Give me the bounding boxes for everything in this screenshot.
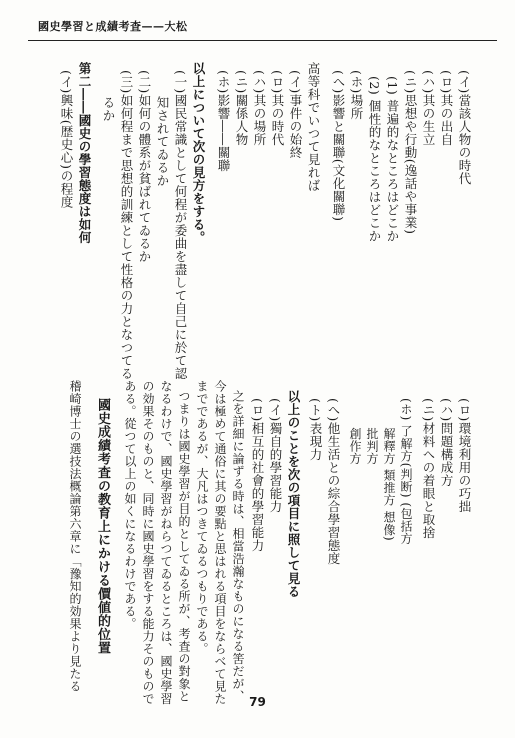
text-column: (イ)興味(歴史心)の程度 [59, 70, 74, 209]
text-column: (ロ)其の時代 [270, 70, 285, 146]
text-column: (二)如何の體系が貧ばれてゐるか [137, 70, 152, 263]
text-column: の効果そのものと、同時に國史學習をする能力そのもので [141, 380, 155, 705]
section-heading: 國史成績考査の教育上にかける價値的位置 [95, 398, 110, 655]
text-column: 知されてゐるか [155, 70, 170, 187]
text-column: (ロ)環境利用の巧拙 [457, 398, 472, 513]
text-column: (へ)影響と關聯(文化關聯) [331, 70, 346, 222]
text-column: ある。從つて以上の如くになるわけである。 [123, 380, 137, 630]
text-column: (ロ)其の出自 [439, 70, 454, 146]
text-column: (へ)他生活との綜合學習態度 [326, 398, 341, 565]
text-column: (ハ)問題構成方 [439, 398, 454, 487]
text-column: (1) 普遍的なところはどこか [385, 76, 400, 243]
text-column: 稽崎博士の選技法概論第六章に「豫知的効果より見たる [68, 380, 82, 693]
text-column: 解釋方 類推方 想像) [382, 398, 396, 542]
text-column: (ハ)其の生立 [421, 70, 436, 146]
text-column: (ホ) 了解方(判断) (包括方 [399, 398, 413, 546]
header-rule [28, 40, 497, 41]
text-column: (ト)表現力 [308, 398, 323, 461]
text-column: るか [101, 70, 116, 122]
text-column: 批判方 [365, 398, 379, 465]
text-column: (ニ)材料への着眼と取捨 [421, 398, 436, 539]
page-number: 79 [249, 695, 266, 709]
text-column: までであるが、大凡はつきてゐるつもりである。 [195, 380, 209, 655]
text-column: (ハ)其の場所 [252, 70, 267, 146]
text-column: (ニ)關係人物 [234, 70, 249, 146]
text-column: 以上について次の見方をする。 [191, 62, 206, 244]
text-column: (三)如何程まで思想的訓練として性格の力となつてる [119, 70, 134, 380]
text-column: 今は極めて通俗に其の要點と思はれる項目をならべて見た [213, 380, 227, 705]
text-column: (ホ)影響――關聯 [216, 70, 231, 172]
text-column: (一)國民常識として何程が委曲を盡して自己に於て認 [173, 70, 188, 380]
text-column: (ロ)相互的社會的學習能力 [250, 398, 265, 552]
running-head [0, 15, 515, 45]
text-column: (2) 個性的なところはどこか [367, 76, 382, 243]
text-column: (イ)獨自的學習能力 [268, 398, 283, 513]
text-column: (ニ)思想や行動(逸話や事業) [403, 70, 418, 235]
text-column: (イ)當該人物の時代 [457, 70, 472, 185]
text-column: 高等科でいつて見れば [306, 62, 321, 192]
text-column: (ホ)場所 [349, 70, 364, 120]
text-column: 以上のことを次の項目に照して見る [286, 390, 301, 598]
text-column: 創作方 [348, 398, 362, 465]
text-column: なるわけで、國史學習がねらつてゐるところは、國史學習 [159, 380, 173, 705]
text-column: 之を詳細に論ずる時は、相當浩瀚なものになる筈だが、 [231, 390, 245, 703]
text-column: (イ)事件の始終 [288, 70, 303, 159]
text-column: 第二――國史の學習態度は如何 [77, 62, 92, 244]
running-head-title: 國史學習と成績考査——大松 [38, 20, 188, 33]
text-column: つまりは國史學習が目的としてゐる所が、考査の對象と [177, 390, 191, 703]
